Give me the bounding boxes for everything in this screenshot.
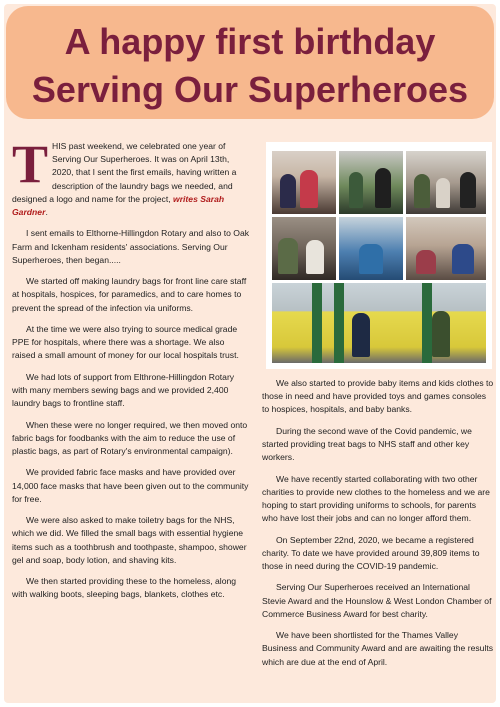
headline-line-2: Serving Our Superheroes xyxy=(31,69,469,110)
paragraph: Serving Our Superheroes received an International Stevie Award and the Hounslow & West London Chamber of Commerce Business Award for best charity. xyxy=(262,582,492,619)
photo-volunteers-certificate xyxy=(272,151,336,214)
photo-donations-group xyxy=(406,151,486,214)
newsletter-page xyxy=(4,4,496,703)
paragraph: I sent emails to Elthorne-Hillingdon Rotary and also to Oak Farm and Ickenham residents' associations. Serving Our Superheroes, then began..... xyxy=(12,228,250,265)
photo-van-delivery xyxy=(339,217,403,280)
byline: writes Sarah Gardner xyxy=(12,193,225,218)
paragraph: On September 22nd, 2020, we became a registered charity. To date we have provided around 39,809 items to those in need during the COVID-19 pandemic. xyxy=(262,534,480,571)
paragraph: We have recently started collaborating with two other charities to provide new clothes to the homeless and we are hoping to start providing uniforms to schools, for parents who have lost their jobs and can no longer afford them. xyxy=(262,473,490,524)
headline-line-1: A happy first birthday xyxy=(64,21,436,62)
intro-text: HIS past weekend, we celebrated one year of Serving Our Superheroes. It was on April 13th, 2020, that I sent the first emails, having written a description of the laundry bags we needed, and designed a logo and name for the project, xyxy=(12,141,237,204)
photo-award-outdoors xyxy=(339,151,403,214)
photo-donated-goods xyxy=(406,217,486,280)
article-right-column xyxy=(262,377,494,677)
paragraph: We started off making laundry bags for front line care staff at hospitals, hospices, for paramedics, and to care homes to prevent the spread of the infection via uniforms. xyxy=(12,276,247,313)
paragraph: We have been shortlisted for the Thames Valley Business and Community Award and are awaiting the results which are due at the end of April. xyxy=(262,630,494,667)
article-left-column xyxy=(12,134,250,610)
paragraph: At the time we were also trying to source medical grade PPE for hospitals, where there was a shortage. We also raised a small amount of money for our local hospitals trust. xyxy=(12,324,239,361)
title-banner xyxy=(6,6,494,119)
paragraph: We also started to provide baby items and kids clothes to those in need and have provided toys and games consoles to hospices, hospitals, and baby banks. xyxy=(262,378,494,415)
photo-volunteers-bags xyxy=(272,217,336,280)
paragraph: We provided fabric face masks and have provided over 14,000 face masks that have been given out to the community for free. xyxy=(12,467,249,504)
paragraph: During the second wave of the Covid pandemic, we started providing treat bags to NHS staff and other key workers. xyxy=(262,425,472,463)
paragraph: We then started providing these to the homeless, along with walking boots, sleeping bags, blankets, clothes etc. xyxy=(12,576,237,600)
paragraph: We were also asked to make toiletry bags for the NHS, which we did. We filled the small bags with essential hygiene items such as a toothbrush and toothpaste, shampoo, shower gel and soap, body lotion, and shaving kits. xyxy=(12,515,247,565)
photo-ambulance-crew xyxy=(272,283,486,363)
photo-collage xyxy=(266,142,492,369)
paragraph: When these were no longer required, we then moved onto fabric bags for foodbanks with the aim to reduce the use of plastic bags, as part of Rotary's environmental campaign). xyxy=(12,419,248,456)
drop-cap: T xyxy=(12,134,49,194)
intro-paragraph xyxy=(12,134,250,219)
intro-end: . xyxy=(45,207,48,218)
paragraph: We had lots of support from Elthrone-Hillingdon Rotary with many members sewing bags and we provided 2,400 laundry bags to frontline staff. xyxy=(12,371,235,409)
